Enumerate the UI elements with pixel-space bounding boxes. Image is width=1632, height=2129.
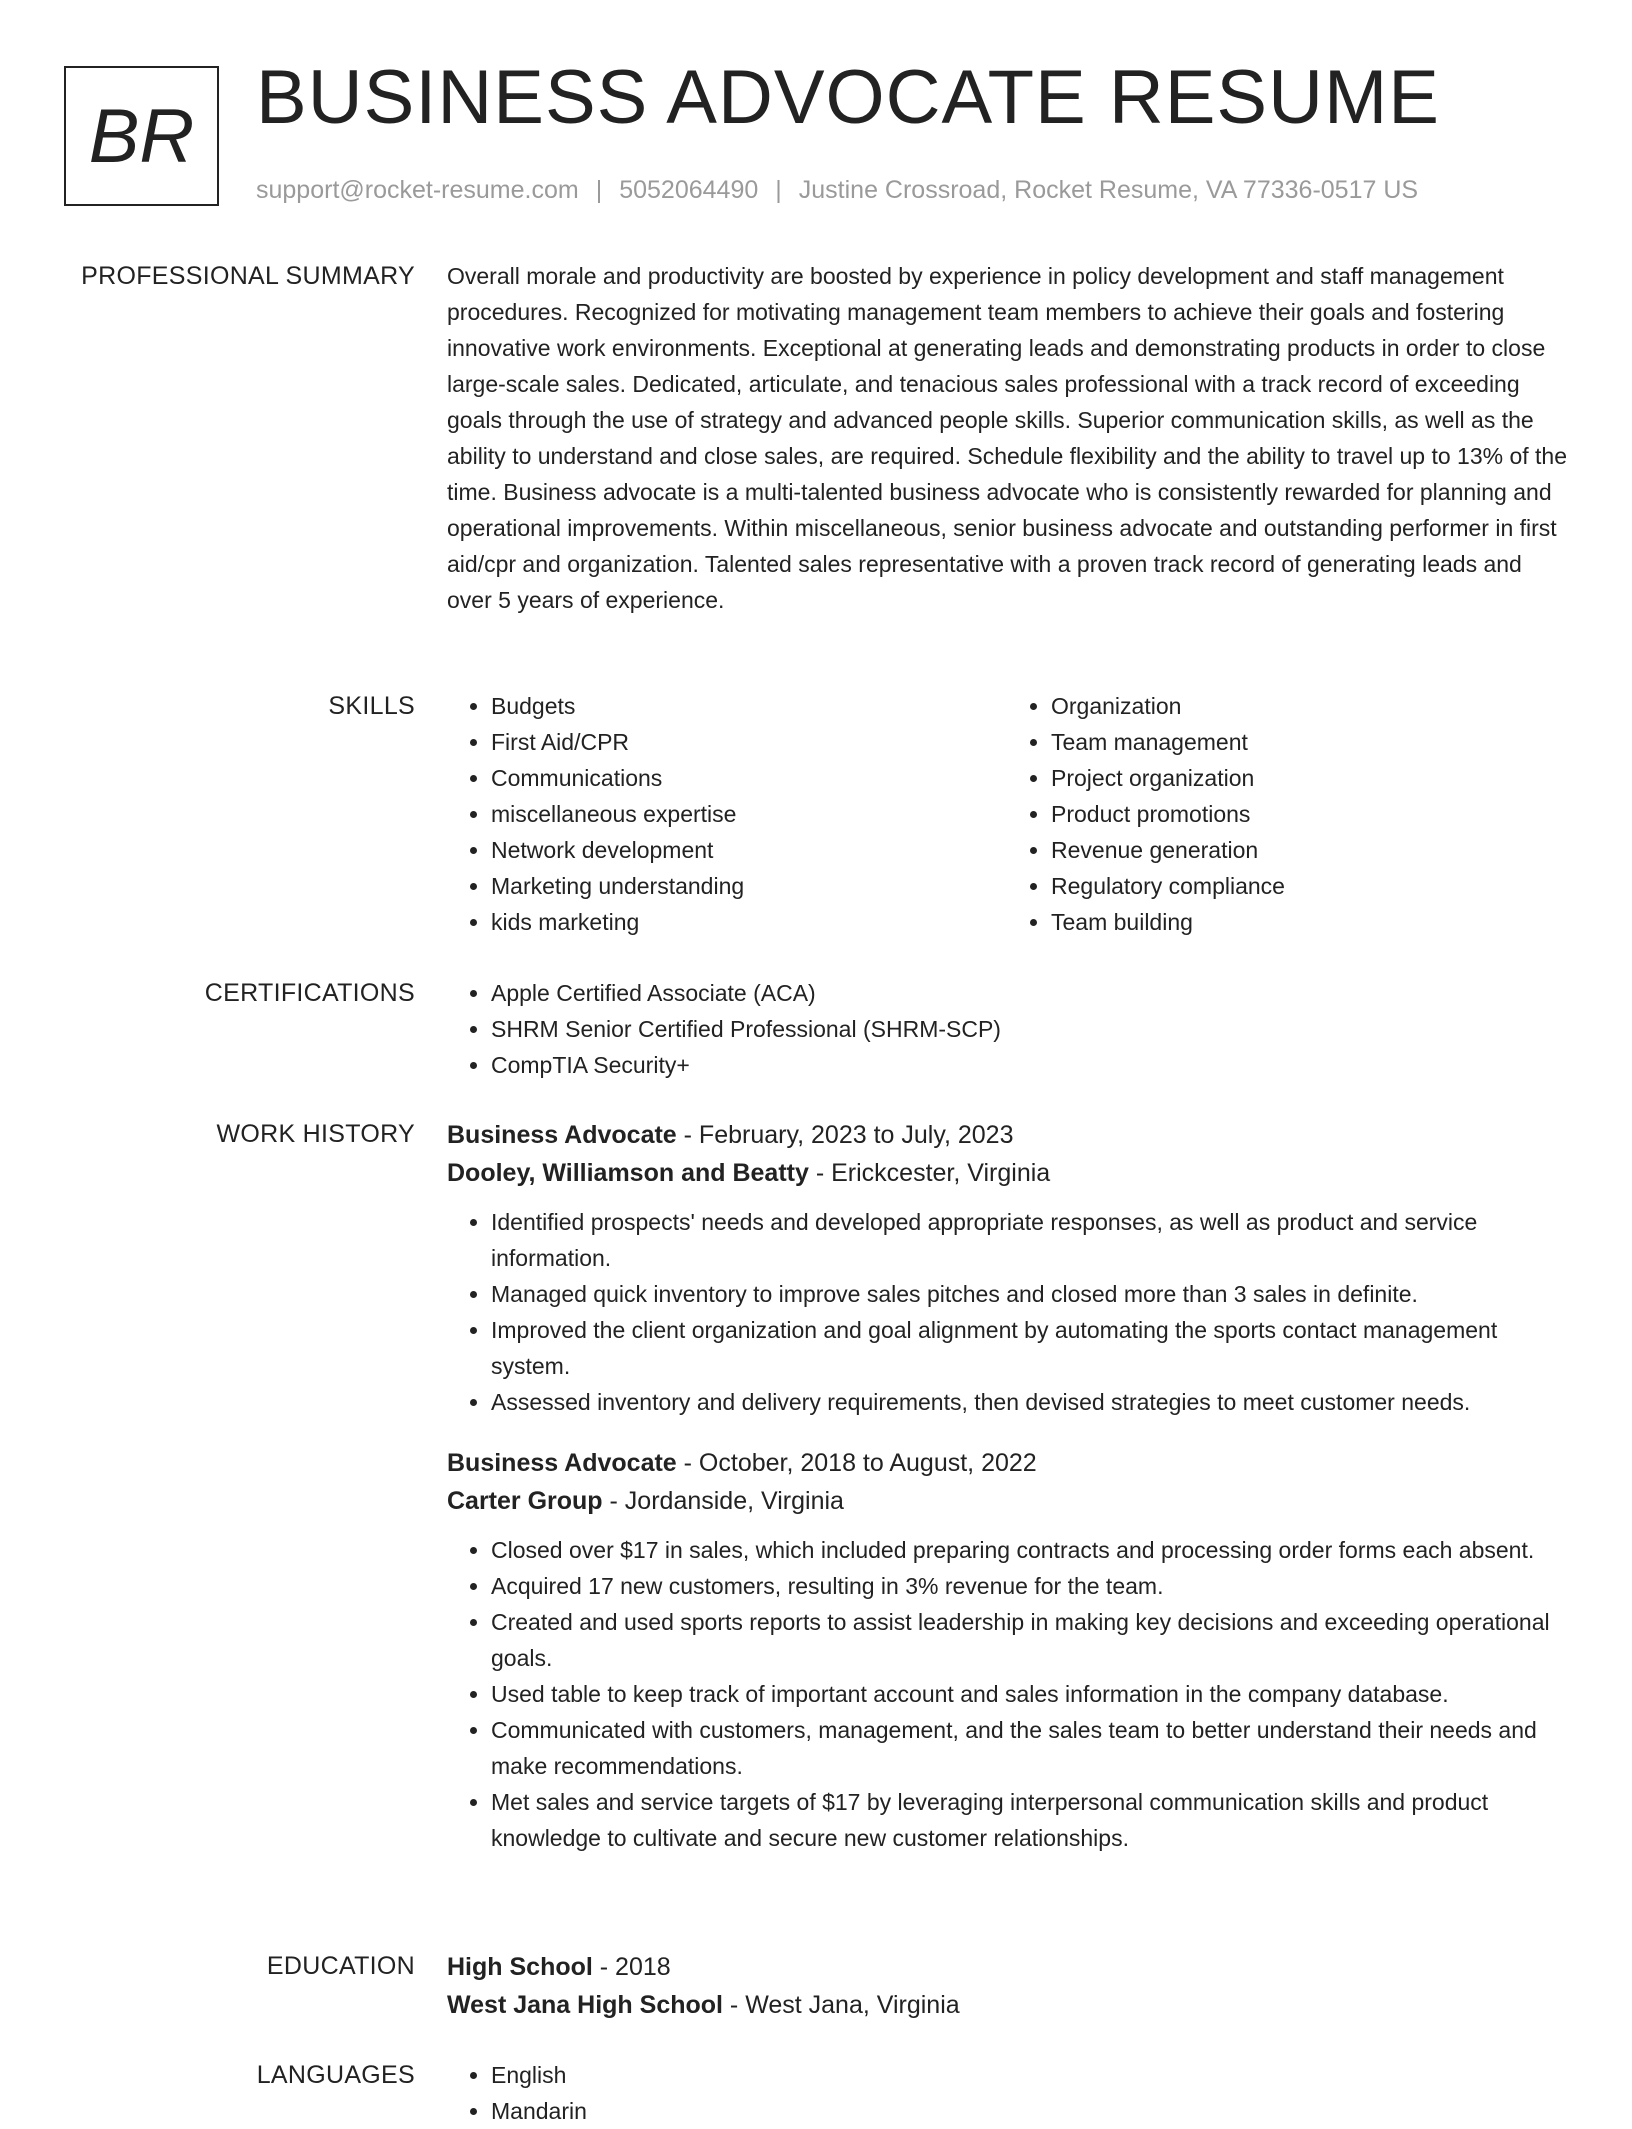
contact-phone[interactable]: 5052064490: [619, 176, 759, 204]
summary-text: Overall morale and productivity are boosted by experience in policy development and staff management procedures. Recognized for motivating management team members to achieve their goals and fostering innovative work environments. Exceptional at generating leads and demonstrating products in order to close large-scale sales. Dedicated, articulate, and tenacious sales professional with a track record of exceeding goals through the use of strategy and advanced people skills. Superior communication skills, as well as the ability to understand and close sales, are required. Schedule flexibility and the ability to travel up to 13% of the time. Business advocate is a multi-talented business advocate who is consistently rewarded for planning and operational improvements. Within miscellaneous, senior business advocate and outstanding performer in first aid/cpr and organization. Talented sales representative with a proven track record of generating leads and over 5 years of experience.: [447, 263, 1568, 613]
resume-title: BUSINESS ADVOCATE RESUME: [256, 55, 1440, 140]
section-label: LANGUAGES: [256, 2061, 415, 2089]
skill-item: • First Aid/CPR: [491, 724, 1007, 760]
job-dates: - February, 2023 to July, 2023: [676, 1121, 1014, 1149]
skill-item: • Team management: [1051, 724, 1567, 760]
education-school-line: [447, 1986, 1567, 2024]
job-bullet: • Assessed inventory and delivery requirements, then devised strategies to meet customer needs.: [491, 1384, 1567, 1420]
job-company-line: [447, 1154, 1567, 1192]
job-entry: [447, 1444, 1567, 1856]
skill-item: • Budgets: [491, 688, 1007, 724]
job-bullet: • Acquired 17 new customers, resulting in 3% revenue for the team.: [491, 1568, 1567, 1604]
skills-columns: [447, 688, 1567, 940]
job-bullet: • Met sales and service targets of $17 by leveraging interpersonal communication skills and product knowledge to cultivate and secure new customer relationships.: [491, 1784, 1567, 1856]
section-label: CERTIFICATIONS: [204, 979, 415, 1007]
certification-item: • Apple Certified Associate (ACA): [491, 975, 1567, 1011]
job-entry: [447, 1116, 1567, 1420]
language-item: • English: [491, 2057, 1567, 2093]
certifications-section: [0, 975, 1632, 1083]
section-label: EDUCATION: [266, 1952, 415, 1980]
section-label: WORK HISTORY: [216, 1120, 415, 1148]
contact-line: [256, 176, 1418, 205]
skill-item: • Product promotions: [1051, 796, 1567, 832]
job-title-line: [447, 1444, 1567, 1482]
job-title: Business Advocate: [447, 1449, 677, 1477]
education-school: West Jana High School: [447, 1991, 723, 2019]
job-bullet: • Managed quick inventory to improve sales pitches and closed more than 3 sales in definite.: [491, 1276, 1567, 1312]
contact-email[interactable]: support@rocket-resume.com: [256, 176, 579, 204]
education-year: - 2018: [592, 1953, 671, 1981]
contact-separator: |: [595, 176, 603, 204]
job-company: Dooley, Williamson and Beatty: [447, 1159, 809, 1187]
skill-item: • Team building: [1051, 904, 1567, 940]
job-bullets: [447, 1204, 1567, 1420]
languages-list: [447, 2057, 1567, 2129]
work-history-section: [0, 1116, 1632, 1856]
job-company: Carter Group: [447, 1487, 603, 1515]
job-dates: - October, 2018 to August, 2022: [676, 1449, 1037, 1477]
skill-item: • miscellaneous expertise: [491, 796, 1007, 832]
job-company-line: [447, 1482, 1567, 1520]
skills-list-left: [447, 688, 1007, 940]
skill-item: • Regulatory compliance: [1051, 868, 1567, 904]
education-degree: High School: [447, 1953, 593, 1981]
job-bullet: • Closed over $17 in sales, which included preparing contracts and processing order forms each absent.: [491, 1532, 1567, 1568]
job-bullet: • Created and used sports reports to assist leadership in making key decisions and exceeding operational goals.: [491, 1604, 1567, 1676]
section-label: SKILLS: [328, 692, 415, 720]
job-bullet: • Used table to keep track of important account and sales information in the company database.: [491, 1676, 1567, 1712]
job-title: Business Advocate: [447, 1121, 677, 1149]
job-location: - Jordanside, Virginia: [602, 1487, 844, 1515]
certifications-list: [447, 975, 1567, 1083]
job-bullets: [447, 1532, 1567, 1856]
skill-item: • Marketing understanding: [491, 868, 1007, 904]
skills-section: [0, 688, 1632, 940]
certification-item: • SHRM Senior Certified Professional (SHRM-SCP): [491, 1011, 1567, 1047]
skill-item: • Communications: [491, 760, 1007, 796]
education-location: - West Jana, Virginia: [722, 1991, 960, 2019]
skill-item: • Project organization: [1051, 760, 1567, 796]
skill-item: • kids marketing: [491, 904, 1007, 940]
section-label: PROFESSIONAL SUMMARY: [81, 262, 415, 290]
skill-item: • Organization: [1051, 688, 1567, 724]
job-bullet: • Communicated with customers, management, and the sales team to better understand their needs and make recommendations.: [491, 1712, 1567, 1784]
job-bullet: • Improved the client organization and goal alignment by automating the sports contact management system.: [491, 1312, 1567, 1384]
contact-separator: |: [775, 176, 782, 204]
job-bullet: • Identified prospects' needs and developed appropriate responses, as well as product and service information.: [491, 1204, 1567, 1276]
job-location: - Erickcester, Virginia: [808, 1159, 1051, 1187]
summary-section: [0, 258, 1632, 618]
skill-item: • Revenue generation: [1051, 832, 1567, 868]
job-title-line: [447, 1116, 1567, 1154]
certification-item: • CompTIA Security+: [491, 1047, 1567, 1083]
languages-section: [0, 2057, 1632, 2129]
education-degree-line: [447, 1948, 1567, 1986]
skill-item: • Network development: [491, 832, 1007, 868]
skills-list-right: [1007, 688, 1567, 940]
contact-address: Justine Crossroad, Rocket Resume, VA 77336-0517 US: [798, 176, 1419, 204]
education-section: [0, 1948, 1632, 2024]
monogram-logo: BR: [64, 66, 219, 206]
language-item: • Mandarin: [491, 2093, 1567, 2129]
